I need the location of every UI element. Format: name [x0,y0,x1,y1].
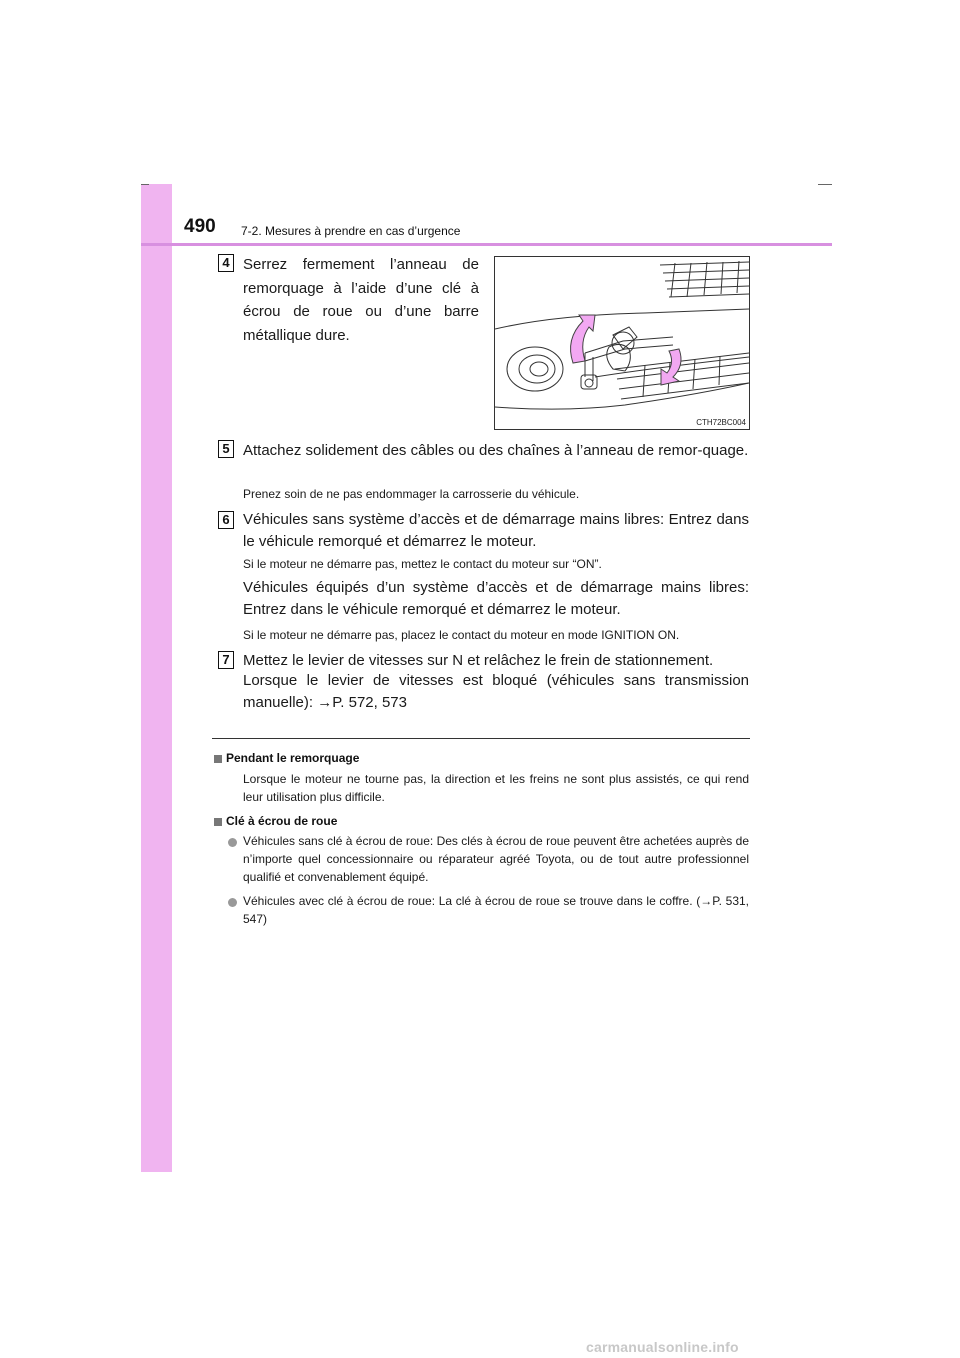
step-number-4: 4 [218,254,234,272]
figure-code: CTH72BC004 [696,418,746,427]
step-5-note: Prenez soin de ne pas endommager la carrosserie du véhicule. [243,487,580,501]
watermark: carmanualsonline.info [586,1339,739,1355]
info-bullet-2: Véhicules avec clé à écrou de roue: La clé à écrou de roue se trouve dans le coffre. (→P. 531, 547) [243,894,749,926]
step-7-text: Mettez le levier de vitesses sur N et relâchez le frein de stationnement. [243,652,714,669]
chapter-sidebar-tab [141,184,172,1172]
step-4-text: Serrez fermement l’anneau de remorquage à l’aide d’une clé à écrou de roue ou d’une barre métallique dure. [243,256,479,344]
square-bullet-icon [214,755,222,763]
step-5-text: Attachez solidement des câbles ou des chaînes à l’anneau de remor-quage. [243,442,749,459]
step-6-note-2: Si le moteur ne démarre pas, placez le contact du moteur en mode IGNITION ON. [243,628,680,642]
header-rule [141,243,832,246]
step-7-text-2: Lorsque le levier de vitesses est bloqué (véhicules sans transmission manuelle): →P. 572, 573 [243,672,749,711]
step-6-text: Véhicules sans système d’accès et de démarrage mains libres: Entrez dans le véhicule remorqué et démarrez le moteur. [243,511,749,550]
info-separator [212,738,750,739]
step-6-note: Si le moteur ne démarre pas, mettez le contact du moteur sur “ON”. [243,557,602,571]
step-number-5: 5 [218,440,234,458]
round-bullet-icon [228,838,237,847]
crop-mark-left [141,184,149,185]
step-6-text-2: Véhicules équipés d’un système d’accès et de démarrage mains libres: Entrez dans le véhicule remorqué et démarrez le moteur. [243,579,749,618]
round-bullet-icon [228,898,237,907]
page-number: 490 [184,216,216,237]
tow-eyelet-illustration [494,256,750,430]
step-number-6: 6 [218,511,234,529]
step-number-7: 7 [218,651,234,669]
bumper-drawing [495,257,750,430]
square-bullet-icon [214,818,222,826]
section-title: 7-2. Mesures à prendre en cas d’urgence [241,224,461,238]
crop-mark-right [818,184,832,185]
info-towing-text: Lorsque le moteur ne tourne pas, la direction et les freins ne sont plus assistés, ce qui rend leur utilisation plus difficile. [243,772,749,804]
info-bullet-1: Véhicules sans clé à écrou de roue: Des clés à écrou de roue peuvent être achetées auprès de n’importe quel concessionnaire ou réparateur agréé Toyota, ou de tout autre professionnel qualifié et convenablement équipé. [243,834,749,884]
info-towing-title: Pendant le remorquage [226,751,360,765]
rotate-arrow-up-icon [571,315,595,363]
info-wrench-title: Clé à écrou de roue [226,814,338,828]
